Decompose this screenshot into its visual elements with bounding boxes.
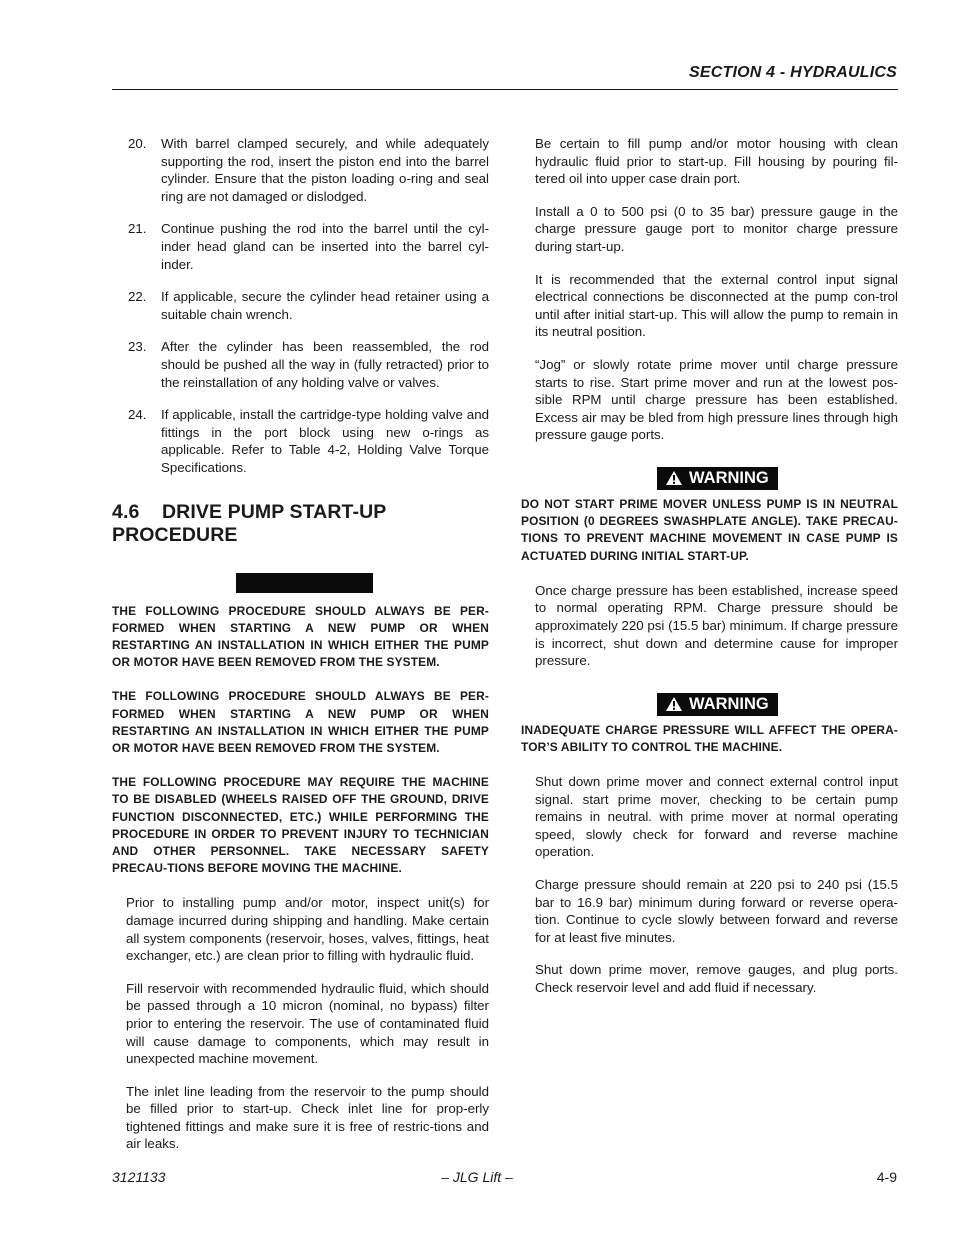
step-text: With barrel clamped securely, and while adequately supporting the rod, insert the piston end into the barrel cylinder. Ensure that the piston loading o-ring and seal ring are not damaged or dislodged. bbox=[161, 136, 489, 204]
step-number: 23. bbox=[128, 339, 147, 355]
footer-doc-number: 3121133 bbox=[112, 1169, 166, 1185]
warning-triangle-icon bbox=[665, 696, 683, 712]
right-column bbox=[521, 135, 898, 1012]
body-paragraph: Install a 0 to 500 psi (0 to 35 bar) pressure gauge in the charge pressure gauge port to monitor charge pressure during start-up. bbox=[535, 203, 898, 254]
body-paragraph: Once charge pressure has been established, increase speed to normal operating RPM. Charge pressure should be approximately 220 psi (15.5 bar) minimum. If charge pressure is incorrect, shut down and determine cause for improper pressure. bbox=[535, 582, 898, 669]
warning-label: WARNING bbox=[689, 468, 769, 487]
warning-text: INADEQUATE CHARGE PRESSURE WILL AFFECT THE OPERA-TOR’S ABILITY TO CONTROL THE MACHINE. bbox=[521, 722, 898, 754]
step-number: 20. bbox=[128, 136, 147, 151]
caution-text: THE FOLLOWING PROCEDURE SHOULD ALWAYS BE PER-FORMED WHEN STARTING A NEW PUMP OR WHEN RESTARTING AN INSTALLATION IN WHICH EITHER THE PUMP OR MOTOR HAVE BEEN REMOVED FROM THE SYSTEM. bbox=[112, 603, 489, 670]
footer-brand: – JLG Lift – bbox=[441, 1169, 513, 1185]
step-text: If applicable, install the cartridge-type holding valve and fittings in the port block using new o-rings as applicable. Refer to Table 4-2, Holding Valve Torque Specifications. bbox=[161, 407, 489, 475]
header-rule bbox=[112, 89, 898, 90]
caution-text: THE FOLLOWING PROCEDURE SHOULD ALWAYS BE PER-FORMED WHEN STARTING A NEW PUMP OR WHEN RESTARTING AN INSTALLATION IN WHICH EITHER THE PUMP OR MOTOR HAVE BEEN REMOVED FROM THE SYSTEM. bbox=[112, 689, 489, 755]
step-text: Continue pushing the rod into the barrel until the cyl-inder head gland can be inserted into the barrel cyl-inder. bbox=[161, 221, 489, 272]
body-paragraph: It is recommended that the external control input signal electrical connections be disconnected at the pump con-trol until after initial start-up. This will allow the pump to remain in its neutral position. bbox=[535, 271, 898, 340]
warning-text: DO NOT START PRIME MOVER UNLESS PUMP IS IN NEUTRAL POSITION (0 DEGREES SWASHPLATE ANGLE). TAKE PRECAU-TIONS TO PREVENT MACHINE MOVEMENT IN CASE PUMP IS ACTUATED DURING INITIAL START-UP. bbox=[521, 496, 898, 563]
section-header: SECTION 4 - HYDRAULICS bbox=[689, 64, 897, 81]
step-number: 22. bbox=[128, 289, 147, 305]
body-paragraph: Prior to installing pump and/or motor, inspect unit(s) for damage incurred during shipping and handling. Make certain all system components (reservoir, hoses, valves, fittings, heat exchanger, etc.) are clean prior to filling with hydraulic fluid. bbox=[126, 895, 489, 964]
step-number: 21. bbox=[128, 221, 147, 237]
body-paragraph: “Jog” or slowly rotate prime mover until charge pressure starts to rise. Start prime mover and run at the lowest pos-sible RPM until charge pressure has been established. Excess air may be bled from high pressure lines through high pressure gauge ports. bbox=[535, 356, 898, 443]
step-24 bbox=[112, 406, 489, 476]
body-paragraph: Shut down prime mover, remove gauges, and plug ports. Check reservoir level and add fluid if necessary. bbox=[535, 962, 898, 996]
section-heading bbox=[112, 501, 489, 547]
body-paragraph: Be certain to fill pump and/or motor housing with clean hydraulic fluid prior to start-up. Fill housing by pouring fil-tered oil into upper case drain port. bbox=[535, 136, 898, 187]
step-22 bbox=[112, 288, 489, 323]
footer-page-number: 4-9 bbox=[876, 1169, 897, 1185]
step-21 bbox=[112, 220, 489, 273]
section-title: DRIVE PUMP START-UP PROCEDURE bbox=[112, 500, 387, 546]
warning-label: WARNING bbox=[689, 694, 769, 713]
left-column bbox=[112, 135, 489, 1168]
step-20 bbox=[112, 135, 489, 205]
step-text: If applicable, secure the cylinder head retainer using a suitable chain wrench. bbox=[161, 289, 489, 322]
notice-banner bbox=[236, 573, 373, 593]
body-paragraph: Fill reservoir with recommended hydraulic fluid, which should be passed through a 10 micron (nominal, no bypass) filter prior to entering the reservoir. The use of contaminated fluid will cause damage to components, which may result in unexpected machine movement. bbox=[126, 980, 489, 1067]
warning-badge bbox=[657, 467, 778, 490]
warning-badge bbox=[657, 693, 778, 716]
step-number: 24. bbox=[128, 407, 147, 423]
step-23 bbox=[112, 338, 489, 391]
section-number: 4.6 bbox=[112, 500, 140, 523]
body-paragraph: Shut down prime mover and connect external control input signal. start prime mover, checking to be certain pump remains in neutral. with prime mover at normal operating speed, slowly check for forward and reverse machine operation. bbox=[535, 774, 898, 860]
body-paragraph: Charge pressure should remain at 220 psi to 240 psi (15.5 bar to 16.9 bar) minimum during forward or reverse opera-tion. Continue to cycle slowly between forward and reverse for at least five minutes. bbox=[535, 877, 898, 945]
body-paragraph: The inlet line leading from the reservoir to the pump should be filled prior to start-up. Check inlet line for prop-erly tightened fittings and make sure it is free of restric-tions and air leaks. bbox=[126, 1083, 489, 1152]
step-text: After the cylinder has been reassembled, the rod should be pushed all the way in (fully retracted) prior to the reinstallation of any holding valve or valves. bbox=[161, 339, 489, 390]
warning-triangle-icon bbox=[665, 470, 683, 486]
caution-text: THE FOLLOWING PROCEDURE MAY REQUIRE THE MACHINE TO BE DISABLED (WHEELS RAISED OFF THE GROUND, DRIVE FUNCTION DISCONNECTED, ETC.) WHILE PERFORMING THE PROCEDURE IN ORDER TO PREVENT INJURY TO TECHNICIAN AND OTHER PERSONNEL. TAKE NECESSARY SAFETY PRECAU-TIONS BEFORE MOVING THE MACHINE. bbox=[112, 775, 489, 876]
